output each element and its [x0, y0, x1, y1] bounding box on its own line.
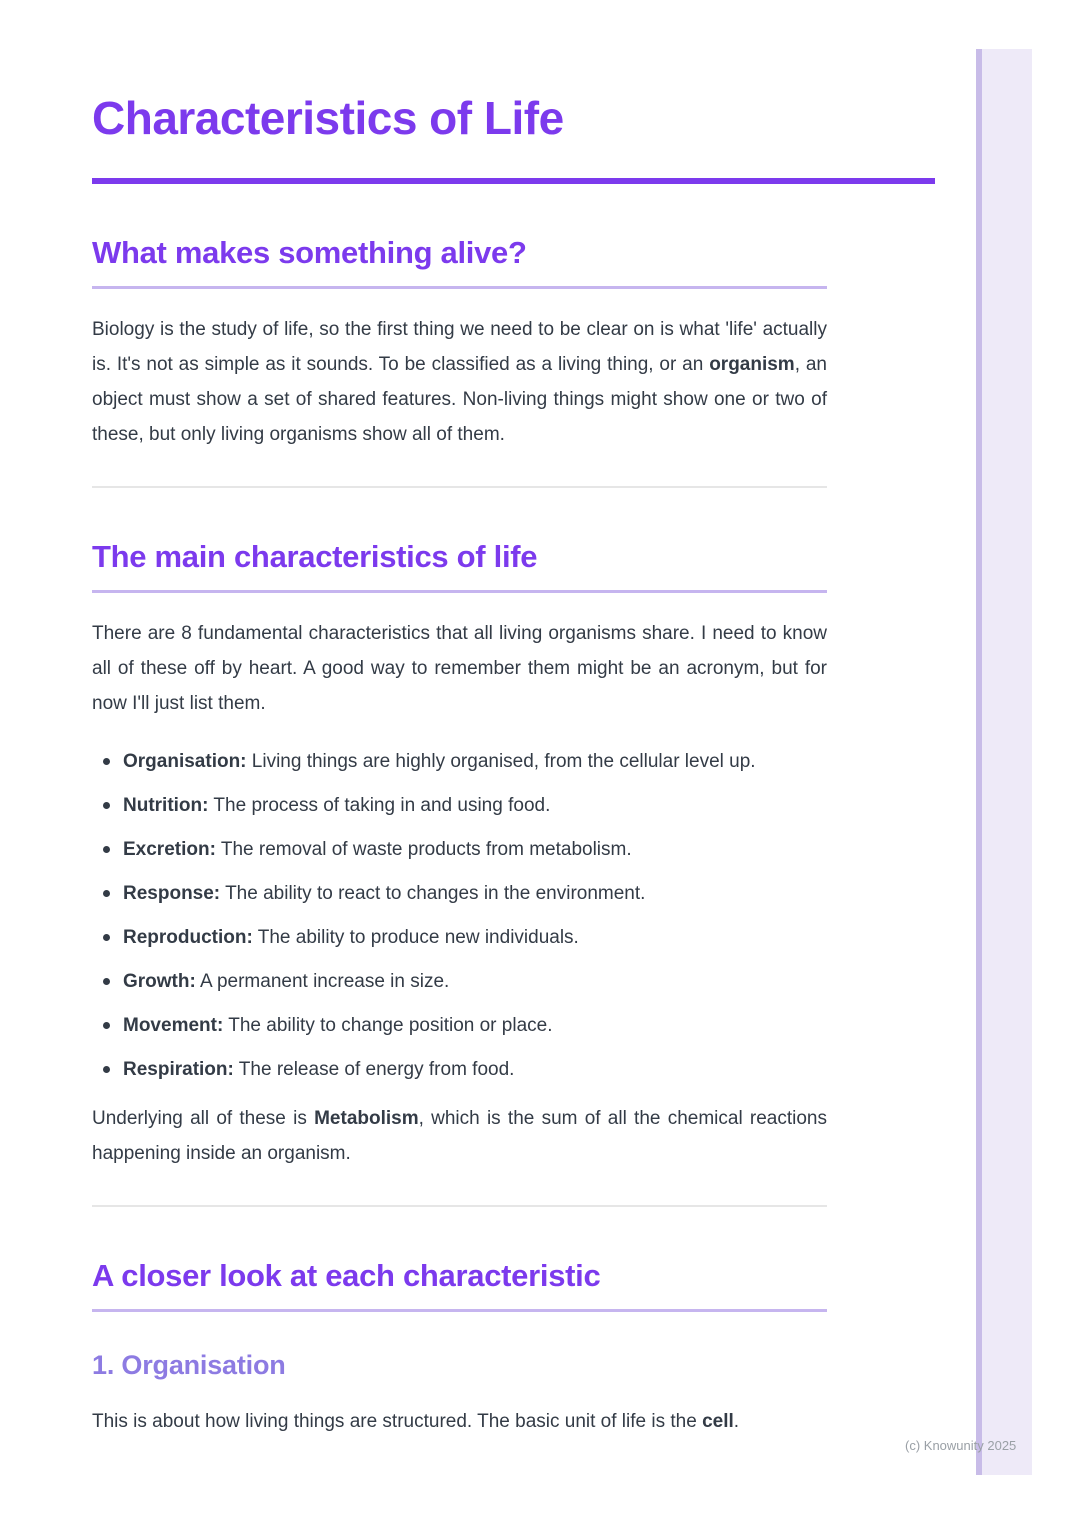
paragraph-text: , which is the sum of all the chemical reactions happening inside an organism. — [92, 1108, 827, 1165]
bullet-desc: The ability to react to changes in the environment. — [220, 883, 646, 905]
right-accent-bar — [976, 49, 1032, 1475]
section-heading-main: The main characteristics of life — [92, 539, 538, 575]
heading-underline — [92, 590, 827, 593]
list-item — [92, 876, 827, 911]
bullet-term: Excretion: — [123, 839, 216, 861]
bullet-desc: The removal of waste products from metabolism. — [215, 839, 632, 861]
section-divider — [92, 1205, 827, 1207]
bullet-term: Movement: — [123, 1015, 224, 1037]
characteristics-list — [92, 744, 827, 1087]
bullet-desc: The process of taking in and using food. — [208, 795, 551, 817]
paragraph-organisation — [92, 1404, 827, 1439]
bullet-desc: Living things are highly organised, from the cellular level up. — [246, 751, 756, 773]
bullet-desc: The ability to produce new individuals. — [252, 927, 579, 949]
paragraph-alive — [92, 312, 827, 452]
paragraph-text: Biology is the study of life, so the first thing we need to be clear on is what 'life' actually is. It's not as simple as it sounds. To be classified as a living thing, or an — [92, 319, 827, 376]
bullet-term: Growth: — [123, 971, 196, 993]
bullet-desc: A permanent increase in size. — [195, 971, 450, 993]
list-item — [92, 1008, 827, 1043]
section-divider — [92, 486, 827, 488]
title-rule — [92, 178, 935, 184]
section-heading-closer: A closer look at each characteristic — [92, 1258, 601, 1294]
list-item — [92, 788, 827, 823]
list-item — [92, 920, 827, 955]
bullet-term: Respiration: — [123, 1059, 234, 1081]
paragraph-text: , an object must show a set of shared features. Non-living things might show one or two of these, but only living organisms show all of them. — [92, 354, 827, 446]
page-title: Characteristics of Life — [92, 92, 564, 144]
document-content — [92, 0, 935, 1439]
heading-underline — [92, 1309, 827, 1312]
bold-term-organism: organism — [709, 354, 795, 376]
list-item — [92, 1052, 827, 1087]
paragraph-main-intro: There are 8 fundamental characteristics that all living organisms share. I need to know all of these off by heart. A good way to remember them might be an acronym, but for now I'll just list them. — [92, 623, 827, 715]
list-item — [92, 744, 827, 779]
heading-underline — [92, 286, 827, 289]
bold-term-metabolism: Metabolism — [314, 1108, 419, 1130]
sub-heading-organisation: 1. Organisation — [92, 1350, 286, 1381]
bold-term-cell: cell — [702, 1411, 734, 1433]
paragraph-text: This is about how living things are structured. The basic unit of life is the — [92, 1411, 703, 1433]
bullet-term: Reproduction: — [123, 927, 253, 949]
list-item — [92, 964, 827, 999]
bullet-term: Nutrition: — [123, 795, 209, 817]
paragraph-text: . — [733, 1411, 740, 1433]
bullet-term: Organisation: — [123, 751, 247, 773]
list-item — [92, 832, 827, 867]
paragraph-text: Underlying all of these is — [92, 1108, 315, 1130]
bullet-desc: The ability to change position or place. — [223, 1015, 553, 1037]
copyright-note: (c) Knowunity 2025 — [905, 1438, 1017, 1453]
bullet-desc: The release of energy from food. — [233, 1059, 515, 1081]
section-heading-alive: What makes something alive? — [92, 234, 527, 270]
bullet-term: Response: — [123, 883, 221, 905]
paragraph-metabolism — [92, 1101, 827, 1171]
